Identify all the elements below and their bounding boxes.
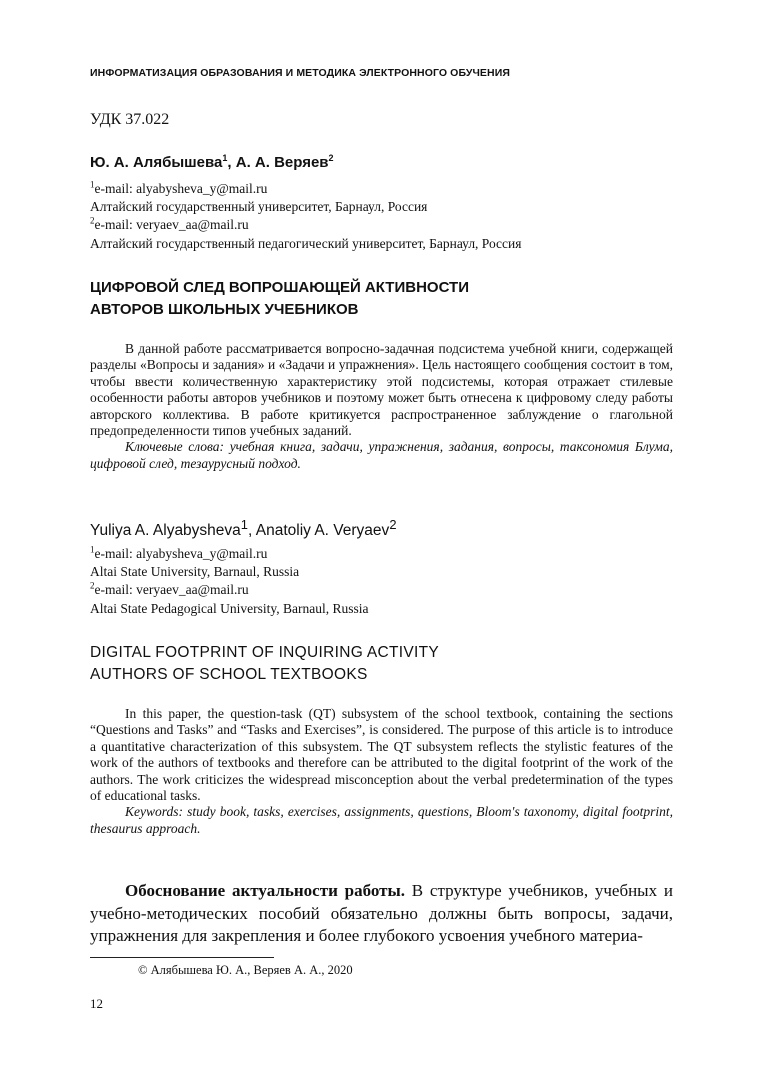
affiliation-sup: 2 <box>90 580 95 591</box>
author-1-sup: 1 <box>240 517 248 532</box>
section-lead: Обоснование актуальности работы. <box>125 881 406 900</box>
body-text <box>90 880 673 948</box>
udc-code: УДК 37.022 <box>90 111 170 128</box>
affiliation-text: e-mail: alyabysheva_y@mail.ru <box>94 181 268 196</box>
affiliations-ru <box>90 180 521 253</box>
author-1-name: Yuliya A. Alyabysheva <box>90 522 241 540</box>
body-paragraph <box>90 880 673 948</box>
copyright-footnote: © Алябышева Ю. А., Веряев А. А., 2020 <box>138 963 353 977</box>
authors-ru <box>90 154 334 171</box>
author-1-name: Ю. А. Алябышева <box>90 154 223 171</box>
author-2-sup: 2 <box>328 153 334 163</box>
affiliations-en <box>90 545 368 618</box>
affiliation-sup: 2 <box>90 215 95 226</box>
abstract-text: В данной работе рассматривается вопросно-задачная подсистема учебной книги, содержащей разделы «Вопросы и задания» и «Задачи и упражнения». Цель настоящего сообщения состоит в том, чтобы ввести количественную характеристику этой подсистемы, которая отражает стилевые особенности работы авторов учебников и поэтому может быть отнесена к цифровому следу работы авторского коллектива. В работе критикуется распространенное заблуждение о глагольной предопределенности типов учебных заданий. <box>90 341 673 439</box>
affiliation-line <box>90 545 368 563</box>
article-title-ru <box>90 277 469 321</box>
author-2-name: А. А. Веряев <box>235 154 329 171</box>
title-line: АВТОРОВ ШКОЛЬНЫХ УЧЕБНИКОВ <box>90 301 359 318</box>
affiliation-text: Altai State University, Barnaul, Russia <box>90 564 300 580</box>
title-line: ЦИФРОВОЙ СЛЕД ВОПРОШАЮЩЕЙ АКТИВНОСТИ <box>90 279 469 296</box>
running-header: ИНФОРМАТИЗАЦИЯ ОБРАЗОВАНИЯ И МЕТОДИКА ЭЛЕКТРОННОГО ОБУЧЕНИЯ <box>90 67 511 79</box>
author-separator: , <box>227 154 236 171</box>
affiliation-line <box>90 600 368 618</box>
title-line: DIGITAL FOOTPRINT OF INQUIRING ACTIVITY <box>90 644 439 661</box>
affiliation-line <box>90 198 521 216</box>
page-number: 12 <box>90 996 103 1011</box>
title-line: AUTHORS OF SCHOOL TEXTBOOKS <box>90 666 368 683</box>
affiliation-line <box>90 563 368 581</box>
article-title-en <box>90 642 439 686</box>
author-1-sup: 1 <box>222 153 228 163</box>
affiliation-text: Алтайский государственный университет, Барнаул, Россия <box>90 199 428 215</box>
authors-en <box>90 517 397 540</box>
affiliation-text: e-mail: alyabysheva_y@mail.ru <box>94 546 268 561</box>
affiliation-sup: 1 <box>90 544 95 555</box>
affiliation-sup: 1 <box>90 179 95 190</box>
paragraph-text: В структуре учебников, учебных и учебно-методических пособий обязательно должны быть вопросы, задачи, упражнения для закрепления и более глубокого усвоения учебного материа- <box>90 881 673 946</box>
affiliation-text: Алтайский государственный педагогический университет, Барнаул, Россия <box>90 235 522 251</box>
abstract-text: In this paper, the question-task (QT) subsystem of the school textbook, containing the sections “Questions and Tasks” and “Tasks and Exercises”, is considered. The purpose of this article is to introduce a quantitative characterization of this subsystem. The QT subsystem reflects the stylistic features of the work of the authors of textbooks and therefore can be attributed to the digital footprint of the work of the authors. The work criticizes the widespread misconception about the verbal predetermination of the types of educational tasks. <box>90 706 673 804</box>
affiliation-line <box>90 581 368 599</box>
abstract-ru <box>90 341 673 472</box>
affiliation-line <box>90 216 521 234</box>
affiliation-text: e-mail: veryaev_aa@mail.ru <box>94 217 249 233</box>
footnote-divider <box>90 957 274 958</box>
author-separator: , <box>247 522 256 540</box>
affiliation-line <box>90 235 521 253</box>
keywords: Keywords: study book, tasks, exercises, assignments, questions, Bloom's taxonomy, digital footprint, thesaurus approach. <box>90 804 673 836</box>
author-2-sup: 2 <box>389 517 397 532</box>
affiliation-line <box>90 180 521 198</box>
affiliation-text: e-mail: veryaev_aa@mail.ru <box>94 582 249 598</box>
author-2-name: Anatoliy A. Veryaev <box>255 522 390 540</box>
abstract-en <box>90 706 673 837</box>
keywords: Ключевые слова: учебная книга, задачи, упражнения, задания, вопросы, таксономия Блума, цифровой след, тезаурусный подход. <box>90 439 673 471</box>
affiliation-text: Altai State Pedagogical University, Barnaul, Russia <box>90 600 369 616</box>
